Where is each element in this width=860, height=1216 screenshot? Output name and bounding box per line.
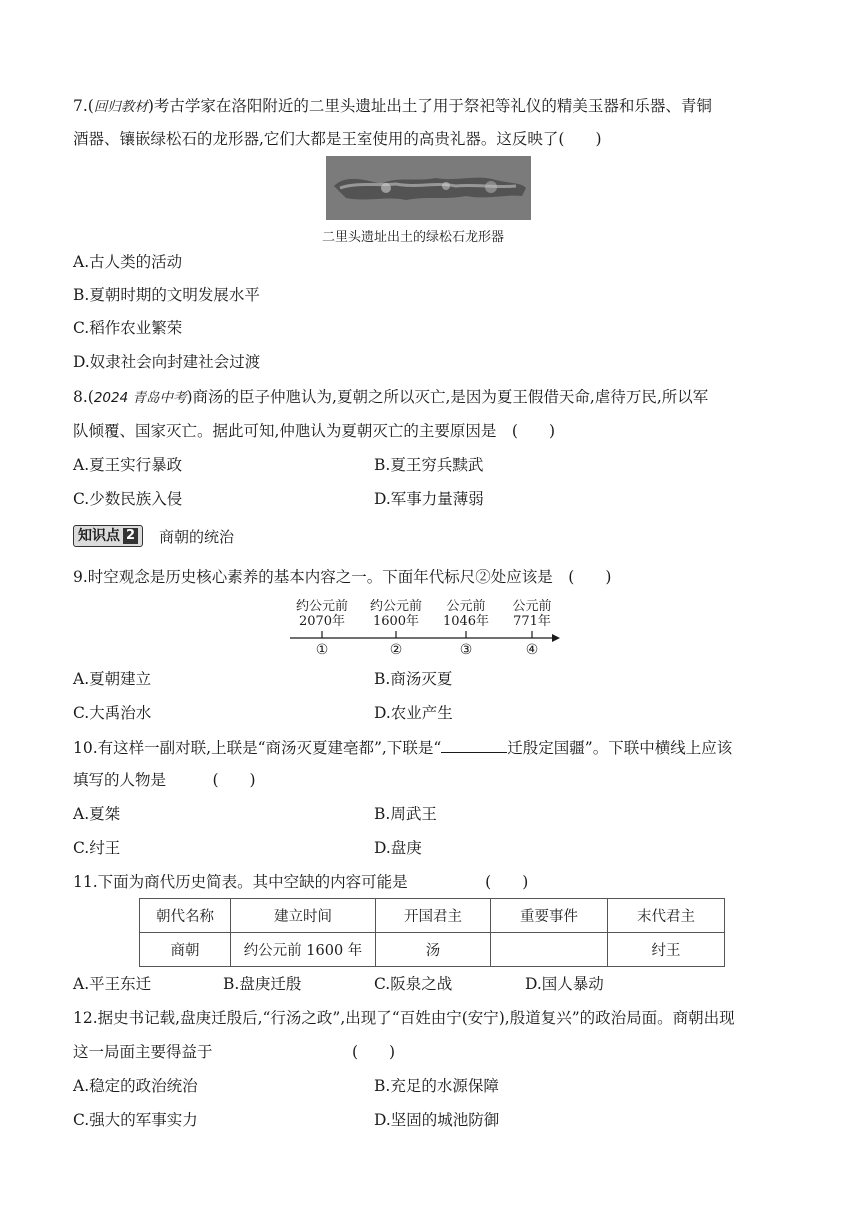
table-cell: 商朝 — [140, 933, 231, 967]
q7-stem-line1 — [73, 96, 712, 117]
table-cell: 汤 — [376, 933, 491, 967]
artifact-photo-icon — [326, 156, 531, 220]
q11-option-b[interactable]: B.盘庚迁殷 — [223, 975, 302, 993]
q9-stem-line1: 9.时空观念是历史核心素养的基本内容之一。下面年代标尺②处应该是 ( ) — [73, 568, 612, 586]
table-cell: 约公元前 1600 年 — [231, 933, 376, 967]
q12-stem-line1: 12.据史书记载,盘庚迁殷后,“行汤之政”,出现了“百姓由宁(安宁),殷道复兴”的政治局面。商朝出现 — [73, 1009, 735, 1027]
knowledge-point-label: 知识点 — [78, 528, 120, 544]
q8-option-a[interactable]: A.夏王实行暴政 — [73, 456, 183, 474]
q10-stem-line2: 填写的人物是 ( ) — [73, 771, 256, 789]
timeline-prefix-2: 约公元前 — [369, 599, 423, 614]
q7-option-c[interactable]: C.稻作农业繁荣 — [73, 319, 183, 337]
table-header-row — [140, 899, 725, 933]
q7-option-a[interactable]: A.古人类的活动 — [73, 253, 183, 271]
q12-option-c[interactable]: C.强大的军事实力 — [73, 1111, 198, 1129]
table-row — [140, 933, 725, 967]
knowledge-point-header — [73, 525, 234, 547]
q7-stem-line2: 酒器、镶嵌绿松石的龙形器,它们大都是王室使用的高贵礼器。这反映了( ) — [73, 130, 602, 148]
timeline-year-1: 2070年 — [298, 614, 346, 629]
q8-number: 8.( — [73, 388, 94, 406]
q11-option-c[interactable]: C.阪泉之战 — [374, 975, 453, 993]
table-header-cell: 末代君主 — [608, 899, 725, 933]
q9-option-a[interactable]: A.夏朝建立 — [73, 670, 152, 688]
timeline-mark-1: ① — [315, 642, 329, 658]
q7-option-b[interactable]: B.夏朝时期的文明发展水平 — [73, 286, 260, 304]
q10-option-c[interactable]: C.纣王 — [73, 839, 121, 857]
figure-caption: 二里头遗址出土的绿松石龙形器 — [322, 230, 505, 245]
timeline-prefix-4: 公元前 — [512, 599, 552, 614]
q10-option-d[interactable]: D.盘庚 — [374, 839, 422, 857]
timeline-arrow-icon — [552, 634, 560, 642]
q12-option-b[interactable]: B.充足的水源保障 — [374, 1077, 499, 1095]
q8-source-tag: 2024 青岛中考 — [93, 390, 187, 406]
table-cell-blank — [491, 933, 608, 967]
knowledge-point-title: 商朝的统治 — [159, 527, 235, 546]
q8-option-d[interactable]: D.军事力量薄弱 — [374, 490, 484, 508]
q10-stem-line1 — [73, 737, 732, 758]
q10-stem-text-a: 10.有这样一副对联,上联是“商汤灭夏建亳都”,下联是“ — [73, 739, 442, 757]
q11-option-d[interactable]: D.国人暴动 — [525, 975, 604, 993]
timeline-ruler — [290, 598, 570, 658]
q11-option-a[interactable]: A.平王东迁 — [73, 975, 152, 993]
q8-option-c[interactable]: C.少数民族入侵 — [73, 490, 183, 508]
timeline-prefix-1: 约公元前 — [295, 599, 349, 614]
turquoise-dragon-artifact-image — [326, 156, 531, 220]
q7-option-d[interactable]: D.奴隶社会向封建社会过渡 — [73, 353, 261, 371]
timeline-mark-3: ③ — [459, 642, 473, 658]
q7-source-tag: 回归教材 — [93, 99, 148, 115]
table-cell: 纣王 — [608, 933, 725, 967]
table-header-cell: 朝代名称 — [140, 899, 231, 933]
timeline-year-2: 1600年 — [372, 614, 420, 629]
q8-stem-text: )商汤的臣子仲虺认为,夏朝之所以灭亡,是因为夏王假借天命,虐待万民,所以军 — [186, 388, 709, 406]
q8-stem-line1 — [73, 387, 708, 408]
knowledge-point-number: 2 — [123, 528, 138, 544]
shang-history-table — [139, 898, 725, 967]
q10-stem-text-b: 迁殷定国疆”。下联中横线上应该 — [507, 739, 733, 757]
q9-option-b[interactable]: B.商汤灭夏 — [374, 670, 453, 688]
timeline-year-3: 1046年 — [442, 614, 490, 629]
knowledge-point-badge — [73, 525, 143, 547]
q12-option-a[interactable]: A.稳定的政治统治 — [73, 1077, 198, 1095]
table-header-cell: 建立时间 — [231, 899, 376, 933]
q10-option-b[interactable]: B.周武王 — [374, 805, 437, 823]
timeline-mark-4: ④ — [525, 642, 539, 658]
q10-option-a[interactable]: A.夏桀 — [73, 805, 121, 823]
q8-option-b[interactable]: B.夏王穷兵黩武 — [374, 456, 484, 474]
q8-stem-line2: 队倾覆、国家灭亡。据此可知,仲虺认为夏朝灭亡的主要原因是 ( ) — [73, 422, 556, 440]
timeline-prefix-3: 公元前 — [446, 599, 486, 614]
table-header-cell: 重要事件 — [491, 899, 608, 933]
q9-option-d[interactable]: D.农业产生 — [374, 704, 453, 722]
q11-stem-line1: 11.下面为商代历史简表。其中空缺的内容可能是 ( ) — [73, 873, 529, 891]
q7-number: 7.( — [73, 97, 94, 115]
q9-option-c[interactable]: C.大禹治水 — [73, 704, 152, 722]
q7-stem-text: )考古学家在洛阳附近的二里头遗址出土了用于祭祀等礼仪的精美玉器和乐器、青铜 — [147, 97, 712, 115]
q12-option-d[interactable]: D.坚固的城池防御 — [374, 1111, 500, 1129]
table-header-cell: 开国君主 — [376, 899, 491, 933]
timeline-year-4: 771年 — [513, 614, 551, 629]
q12-stem-line2: 这一局面主要得益于 ( ) — [73, 1043, 396, 1061]
q10-blank — [441, 737, 507, 753]
timeline-mark-2: ② — [389, 642, 403, 658]
